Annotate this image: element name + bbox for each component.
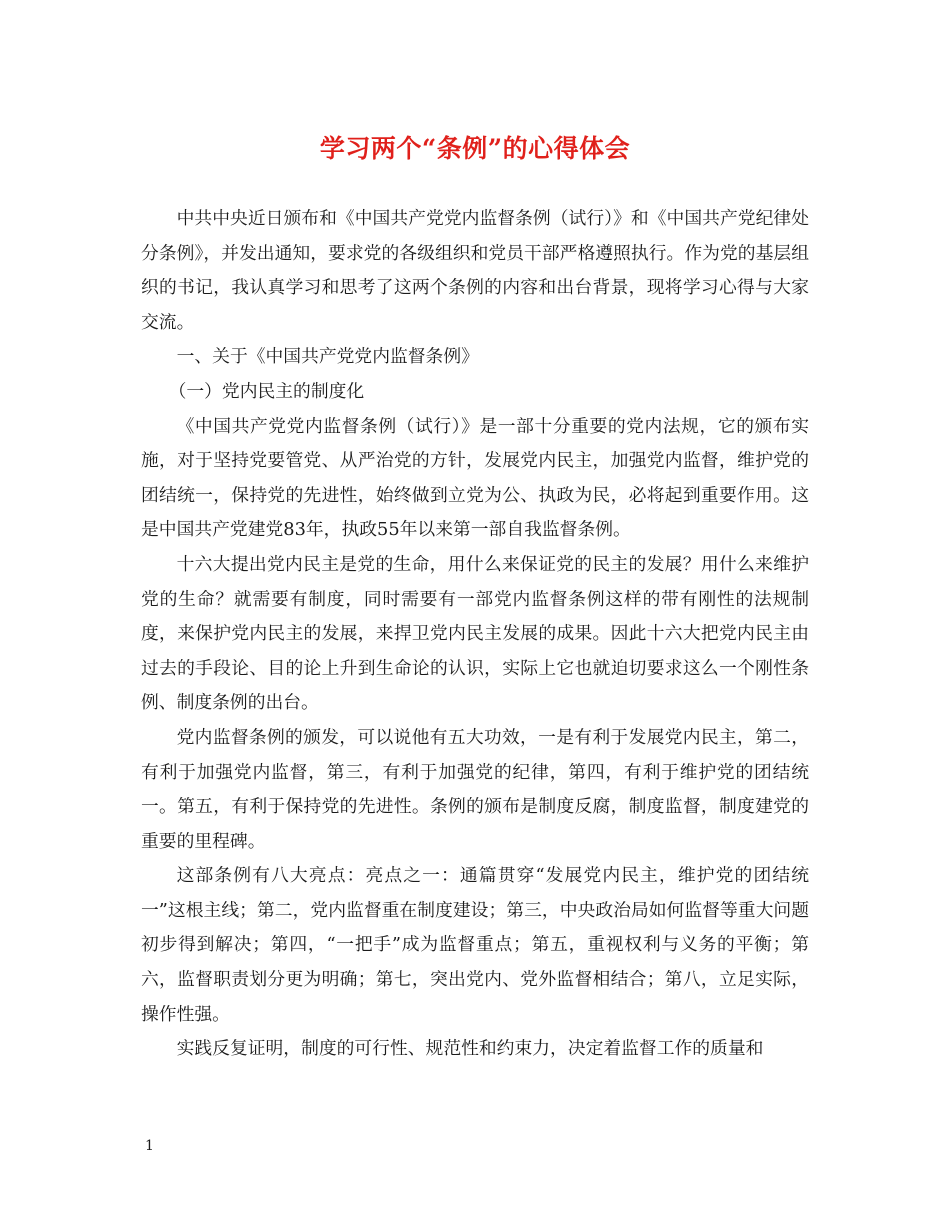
document-body: [141, 202, 809, 1067]
paragraph-intro: 中共中央近日颁布和《中国共产党党内监督条例（试行）》和《中国共产党纪律处分条例》，并发出通知，要求党的各级组织和党员干部严格遵照执行。作为党的基层组织的书记，我认真学习和思考了这两个条例的内容和出台背景，现将学习心得与大家交流。: [141, 208, 809, 333]
subsection-heading: （一）党内民主的制度化: [168, 380, 365, 402]
paragraph: 实践反复证明，制度的可行性、规范性和约束力，决定着监督工作的质量和: [176, 1038, 764, 1060]
page-number: 1: [145, 1138, 154, 1154]
paragraph: 这部条例有八大亮点：亮点之一：通篇贯穿“发展党内民主，维护党的团结统一”这根主线；第二，党内监督重在制度建设；第三，中央政治局如何监督等重大问题初步得到解决；第四，“一把手”成为监督重点；第五，重视权利与义务的平衡；第六，监督职责划分更为明确；第七，突出党内、党外监督相结合；第八，立足实际，操作性强。: [141, 865, 809, 1025]
document-title: 学习两个“条例”的心得体会: [319, 134, 631, 163]
paragraph: 《中国共产党党内监督条例（试行）》是一部十分重要的党内法规，它的颁布实施，对于坚持党要管党、从严治党的方针，发展党内民主，加强党内监督，维护党的团结统一，保持党的先进性，始终做到立党为公、执政为民，必将起到重要作用。这是中国共产党建党83年，执政55年以来第一部自我监督条例。: [141, 415, 809, 541]
paragraph: 十六大提出党内民主是党的生命，用什么来保证党的民主的发展？用什么来维护党的生命？就需要有制度，同时需要有一部党内监督条例这样的带有刚性的法规制度，来保护党内民主的发展，来捍卫党内民主发展的成果。因此十六大把党内民主由过去的手段论、目的论上升到生命论的认识，实际上它也就迫切要求这么一个刚性条例、制度条例的出台。: [141, 553, 809, 714]
section-heading: 一、关于《中国共产党党内监督条例》: [176, 346, 479, 368]
paragraph: 党内监督条例的颁发，可以说他有五大功效，一是有利于发展党内民主，第二，有利于加强党内监督，第三，有利于加强党的纪律，第四，有利于维护党的团结统一。第五，有利于保持党的先进性。条例的颁布是制度反腐，制度监督，制度建党的重要的里程碑。: [141, 726, 809, 852]
